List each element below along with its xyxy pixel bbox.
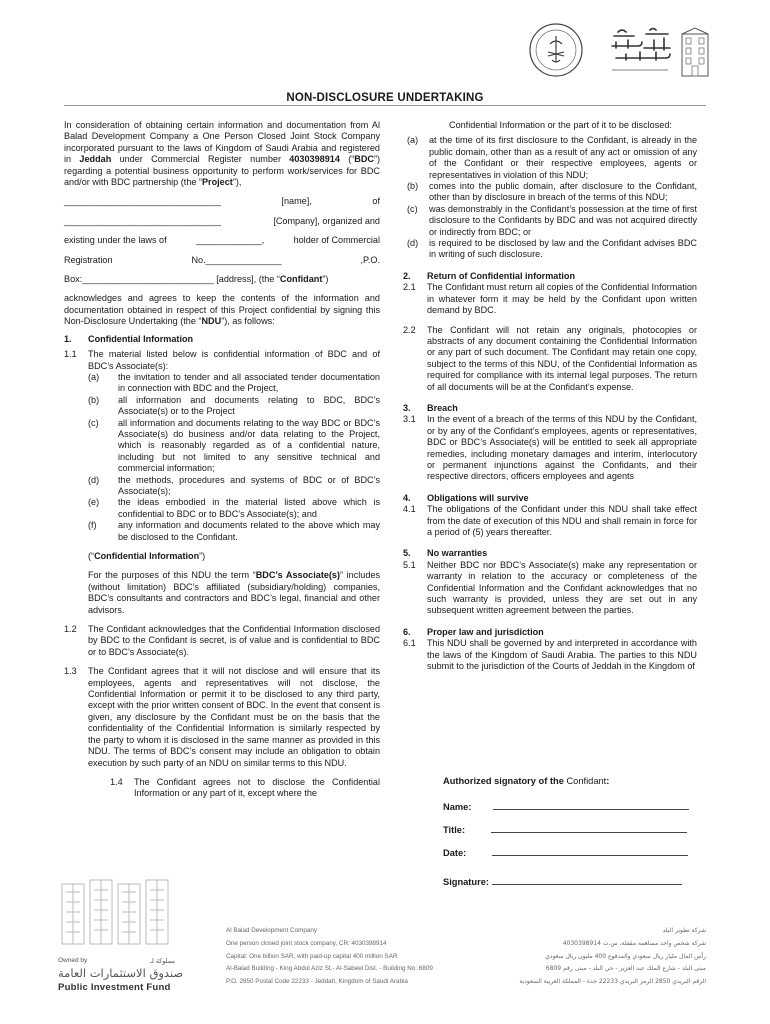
footer-line: مبنى البلد - شارع الملك عبد العزيز - حي البلد - مبنى رقم 6809 bbox=[545, 965, 706, 973]
footer-line: Al Balad Development Company bbox=[226, 927, 318, 934]
signature-field[interactable]: Signature: bbox=[443, 876, 682, 887]
footer-line: شركة تطوير البلد bbox=[662, 927, 706, 934]
section-6-heading: 6. Proper law and jurisdiction bbox=[403, 626, 544, 637]
pif-pattern-icon bbox=[60, 876, 185, 948]
section-5-heading: 5. No warranties bbox=[403, 548, 488, 559]
footer-line: Al-Balad Building - King Abdul Aziz St.- Al-Sabeel Dist. - Building No. 6809 bbox=[226, 965, 433, 973]
exception-a: (a) at the time of its first disclosure to the Confidant, is already in the public domain, other than as a result of any act or omission of any of the Confidant or their respective employees, agents or representatives in violation of this NDU; bbox=[407, 135, 697, 180]
clause-1-1-d: (d) the methods, procedures and systems of BDC or of BDC’s Associate(s); bbox=[88, 474, 380, 496]
pif-name-arabic: صندوق الاستثمارات العامة bbox=[58, 966, 184, 980]
clause-1-1-f: (f) any information and documents related to the above which may be disclosed to the Confidant. bbox=[88, 520, 380, 542]
albalad-logo bbox=[606, 26, 674, 78]
clause-1-3: 1.3 The Confidant agrees that it will not disclose and will ensure that its employees, agents and representatives will not disclose, the Confidential Information or permit it to be disclosed to any third party, except with the prior written consent of BDC. In the event that consent is given, any disclosure by the Confidant must be on the basis that the confidentiality of the Confidential Information is similarly respected by the party to whom it is disclosed in the same manner as provided in this NDU. The terms of BDC’s consent may include an obligation to obtain execution by such party of an NDU on similar terms to this NDU. bbox=[64, 666, 380, 768]
clause-1-1-e: (e) the ideas embodied in the material listed above which is confidential to BDC or to BDC’s Associate(s); and bbox=[88, 497, 380, 519]
clause-1-4-continuation: Confidential Information or the part of it to be disclosed: bbox=[449, 120, 672, 130]
section-4-heading: 4. Obligations will survive bbox=[403, 492, 529, 503]
clause-2-2: 2.2 The Confidant will not retain any originals, photocopies or abstracts of any document containing the Confidential Information or any part of such document. The Confidant may retain one copy, subject to the terms of this NDU, of the Confidential Information as required for compliance with its internal legal purposes. The return of all documents will be at the Confidant’s expense. bbox=[403, 324, 697, 392]
address-fill-line: Box:__________________________ [address], (the “Confidant”) bbox=[64, 274, 329, 285]
clause-4-1: 4.1 The obligations of the Confidant under this NDU shall take effect from the date of execution of this NDU and shall remain in force for a period of (5) years thereafter. bbox=[403, 504, 697, 537]
date-field[interactable]: Date: bbox=[443, 847, 688, 858]
clause-1-1: 1.1 The material listed below is confidential information of BDC and of BDC’s Associate(s): bbox=[64, 349, 380, 371]
section-1-heading: 1. Confidential Information bbox=[64, 333, 194, 344]
clause-1-1-b: (b) all information and documents relating to BDC, BDC’s Associate(s) or to the Project bbox=[88, 394, 380, 417]
company-details-english bbox=[226, 925, 433, 989]
footer-line: شركة شخص واحد مساهمة مقفلة، س.ت 4030398914 bbox=[562, 939, 706, 947]
pif-seal-logo bbox=[528, 22, 584, 78]
clause-3-1: 3.1 In the event of a breach of the terms of this NDU by the Confidant, or by any of the Confidant’s employees, agents or representatives, BDC or BDC’s Associate(s) will be entitled to seek all appropriate remedies, including monetary damages and interim, interlocutory or permanent injunctions against the Confidants, and their respective directors, officers employees and agents bbox=[403, 414, 697, 482]
footer-line: رأس المال مليار ريال سعودي والمدفوع 400 مليون ريال سعودي bbox=[545, 952, 706, 960]
building-icon bbox=[680, 26, 710, 78]
section-2-heading: 2. Return of Confidential information bbox=[403, 270, 576, 281]
footer-line: P.O. 2850 Postal Code 22233 - Jeddah, Kingdom of Saudi Arabia bbox=[226, 978, 408, 986]
acknowledgement-paragraph: acknowledges and agrees to keep the contents of the information and documentation obtained in respect of this Project confidential by signing this Non-Disclosure Undertaking (the “NDU”), as follows: bbox=[64, 293, 380, 327]
clause-1-4: 1.4 The Confidant agrees not to disclose the Confidential Information or any part of it, except where the bbox=[110, 776, 380, 799]
right-column bbox=[403, 120, 697, 672]
exception-d: (d) is required to be disclosed by law and the Confidant advises BDC in writing of such disclosure. bbox=[407, 238, 697, 260]
associates-definition: For the purposes of this NDU the term “BDC’s Associate(s)” includes (without limitation) BDC’s affiliated (subsidiary/holding) companies, BDC’s consultants and contractors and BDC’s legal, financial and other advisors. bbox=[88, 570, 381, 615]
clause-1-2: 1.2 The Confidant acknowledges that the Confidential Information disclosed by BDC to the Confidant is secret, is of value and is confidential to BDC or to BDC’s Associate(s). bbox=[64, 624, 380, 657]
exception-b: (b) comes into the public domain, after disclosure to the Confidant, other than by disclosure in breach of the terms of this NDU; bbox=[407, 181, 697, 203]
name-fill-line: _______________________________ [name], of bbox=[64, 196, 380, 207]
clause-2-1: 2.1 The Confidant must return all copies of the Confidential Information in whatever form it may be held by the Confidant upon written demand by BDC. bbox=[403, 282, 697, 316]
exception-c: (c) was demonstrably in the Confidant’s possession at the time of first disclosure to the Confidants by BDC and was not acquired directly or indirectly from BDC; or bbox=[407, 203, 697, 237]
footer-line: الرقم البريدي 2850 الرمز البريدي 22233 جدة - المملكة العربية السعودية bbox=[519, 978, 706, 986]
footer-line: One person closed joint stock company, CR: 4030398914 bbox=[226, 939, 387, 947]
clause-1-1-c: (c) all information and documents relating to the way BDC or BDC’s Associate(s) do business and/or data relating to the Project, which is reasonably regarded as of a confidential nature, including but not limited to any sensitive technical and commercial information; bbox=[88, 417, 380, 474]
intro-paragraph: In consideration of obtaining certain information and documentation from Al Balad Development Company a One Person Closed Joint Stock Company incorporated pursuant to the laws of Kingdom of Saudi Arabia and registered in Jeddah under Commercial Register number 4030398914 (“BDC”) regarding a potential business opportunity to perform work/services for BDC and/or with BDC partnership (the “Project”), bbox=[64, 120, 381, 188]
title-field[interactable]: Title: bbox=[443, 824, 687, 835]
name-field[interactable]: Name: bbox=[443, 801, 689, 812]
pif-name-english: Public Investment Fund bbox=[58, 982, 171, 993]
registration-fill-line: Registration No._______________ ,P.O. bbox=[64, 254, 380, 265]
clause-5-1: 5.1 Neither BDC nor BDC’s Associate(s) make any representation or warranty in relation to the accuracy or completeness of the Confidential Information and the Confidant acknowledges that no such warranty is provided, unless they are set out in any subsequent written agreement between the parties. bbox=[403, 559, 697, 616]
title-divider bbox=[64, 105, 706, 106]
confidential-information-definition: (“Confidential Information”) bbox=[88, 551, 206, 561]
section-3-heading: 3. Breach bbox=[403, 402, 458, 413]
owned-by-label: Owned by bbox=[58, 957, 88, 964]
laws-fill-line: existing under the laws of _____________, holder of Commercial bbox=[64, 235, 380, 246]
footer-line: Capital: One billion SAR, with paid-up capital 400 million SAR bbox=[226, 952, 398, 960]
authorized-signatory-label: Authorized signatory of the Confidant: bbox=[443, 776, 610, 786]
company-fill-line: _______________________________ [Company], organized and bbox=[64, 215, 380, 226]
document-title: NON-DISCLOSURE UNDERTAKING bbox=[286, 92, 484, 104]
clause-6-1: 6.1 This NDU shall be governed by and interpreted in accordance with the laws of the Kingdom of Saudi Arabia. The parties to this NDU submit to the jurisdiction of the Courts of Jeddah in the Kingdom of bbox=[403, 638, 697, 672]
left-column bbox=[64, 120, 380, 800]
company-details-arabic bbox=[519, 925, 706, 989]
clause-1-1-a: (a) the invitation to tender and all associated tender documentation in connection with BDC and the Project, bbox=[88, 371, 380, 394]
owned-by-label-ar: مملوكة لـ bbox=[150, 958, 176, 965]
